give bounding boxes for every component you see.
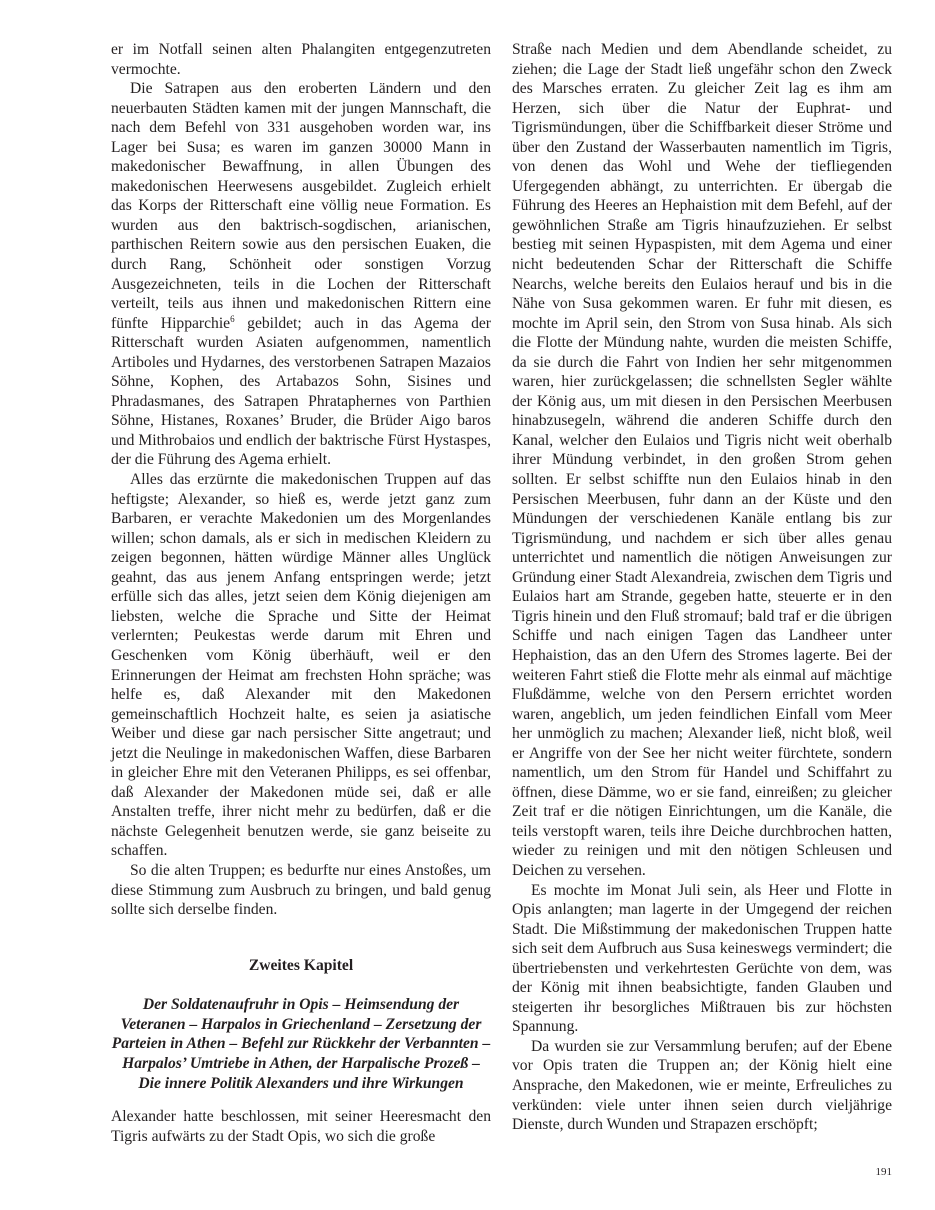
paragraph: Straße nach Medien und dem Abendlande scheidet, zu ziehen; die Lage der Stadt ließ ungefähr schon den Zweck des Marsches erraten. Zu gleicher Zeit lag es ihm am Herzen, sich über die Natur der Euphrat- und Tigrismündungen, über die Schiffbarkeit dieser Ströme und über den Zustand der Wasserbauten namentlich im Tigris, von denen das Wohl und Wehe der tiefliegenden Ufergegenden abhängt, zu unterrichten. Er übergab die Führung des Heeres an Hephaistion mit dem Befehl, auf der gewöhnlichen Straße am Tigris hinaufzuziehen. Er selbst bestieg mit seinen Hypaspisten, mit dem Agema und einer nicht bedeutenden Schar der Ritterschaft die Schiffe Nearchs, welche bereits den Eulaios herauf und bis in die Nähe von Susa gekommen waren. Er fuhr mit diesen, es mochte im April sein, den Strom von Susa hinab. Als sich die Flotte der Mündung nahte, wurden die meisten Schiffe, da sie durch die Fahrt von Indien her sehr mitgenommen waren, hier zurückgelassen; die schnellsten Segler wählte der König aus, um mit diesen in den Persischen Meerbusen hinabzusegeln, während die anderen Schiffe durch den Kanal, welcher den Eulaios und Tigris nicht weit oberhalb ihrer Mündung verbindet, in den großen Strom gehen sollten. Er selbst schiffte nun den Eulaios hinab in den Persischen Meerbusen, fuhr dann an der Küste und den Mündungen der verschiedenen Kanäle entlang bis zur Tigrismündung, und nachdem er sich über alles genau unterrichtet und namentlich die nötigen Anweisungen zur Gründung einer Stadt Alexandreia, zwischen dem Tigris und Eulaios hart am Strande, gegeben hatte, steuerte er in den Tigris hinein und den Fluß stromauf; bald traf er die übrigen Schiffe und nach einigen Tagen das Landheer unter Hephaistion, das an den Ufern des Stromes lagerte. Bei der weiteren Fahrt stieß die Flotte mehr als einmal auf mächtige Flußdämme, welche von den Persern errichtet worden waren, angeblich, um jeden feindlichen Einfall vom Meer her unmöglich zu machen; Alexander ließ, nicht bloß, weil er Angriffe von der See her nicht weiter fürchtete, sondern namentlich, um den Strom für Handel und Schiffahrt zu öffnen, diese Dämme, wo er sie fand, einreißen; zu gleicher Zeit traf er die nötigen Einrichtungen, um die Kanäle, die teils verstopft waren, teils ihre Deiche durchbrochen hatten, wieder zu reinigen und mit den nötigen Schleusen und Deichen zu versehen. [512,41,892,879]
left-column [111,40,491,1146]
paragraph: Alexander hatte beschlossen, mit seiner Heeresmacht den Tigris aufwärts zu der Stadt Opis, wo sich die große [111,1108,491,1145]
paragraph: Alles das erzürnte die makedonischen Truppen auf das heftigste; Alexander, so hieß es, werde jetzt ganz zum Barbaren, er verachte Makedonien um des Morgenlandes willen; schon damals, als er sich in medischen Kleidern zu zeigen begonnen, hätten würdige Männer alles Unglück geahnt, das aus jenem Anfang entspringen werde; jetzt erfülle sich das alles, jetzt seien dem König diejenigen am liebsten, welche die Sprache und Sitte der Heimat verlernten; Peukestas werde darum mit Ehren und Geschenken vom König überhäuft, weil er den Erinnerungen der Heimat am frechsten Hohn spräche; was helfe es, daß Alexander mit den Makedonen gemeinschaftlich Hochzeit halte, es seien ja asiatische Weiber und diese gar nach persischer Sitte angetraut; und jetzt die Neulinge in makedonischen Waffen, diese Barbaren in gleicher Ehre mit den Veteranen Philipps, es sei offenbar, daß Alexander der Makedonen müde sei, daß er alle Anstalten treffe, ihrer nicht mehr zu bedürfen, daß er die nächste Gelegenheit benutzen werde, sie ganz beiseite zu schaffen. [111,471,491,860]
paragraph: Da wurden sie zur Versammlung berufen; auf der Ebene vor Opis traten die Truppen an; der König hielt eine Ansprache, den Makedonen, wie er meinte, Erfreuliches zu verkünden: viele unter ihnen seien durch vieljährige Dienste, durch Wunden und Strapazen erschöpft; [512,1037,892,1134]
paragraph: Es mochte im Monat Juli sein, als Heer und Flotte in Opis anlangten; man lagerte in der Umgegend der reichen Stadt. Die Mißstimmung der makedonischen Truppen hatte sich seit dem Aufbruch aus Susa keineswegs vermindert; die übertriebensten und verkehrtesten Gerüchte von dem, was der König mit ihnen beabsichtigte, fanden Glauben und steigerten ihr besorgliches Mißtrauen bis zur höchsten Spannung. [512,881,892,1036]
paragraph [111,79,491,470]
footnote-marker: 6 [230,313,235,324]
paragraph: er im Notfall seinen alten Phalangiten entgegenzutreten vermochte. [111,41,491,78]
chapter-title: Zweites Kapitel [248,956,354,974]
paragraph-text: Die Satrapen aus den eroberten Ländern und den neuerbauten Städten kamen mit der jungen Mannschaft, die nach dem Befehl von 331 ausgehoben worden war, ins Lager bei Susa; es waren im ganzen 30000 Mann in makedonischer Bewaffnung, in allen Übungen des makedonischen Heerwesens ausgebildet. Zugleich erhielt das Korps der Ritterschaft eine völlig neue Formation. Es wurden aus den baktrisch-sogdischen, arianischen, parthischen Reitern sowie aus den persischen Euaken, die durch Rang, Schönheit oder sonstigen Vorzug Ausgezeichneten, teils in die Lochen der Ritterschaft verteilt, teils aus ihnen und makedonischen Rittern eine fünfte Hipparchie [111,80,491,332]
chapter-summary: Der Soldatenaufruhr in Opis – Heimsendung der Veteranen – Harpalos in Griechenland – Zersetzung der Parteien in Athen – Befehl zur Rückkehr der Verbannten – Harpalos’ Umtriebe in Athen, der Harpalische Prozeß – Die innere Politik Alexanders und ihre Wirkungen [111,996,491,1092]
page-number: 191 [875,1166,892,1178]
paragraph-text: gebildet; auch in das Agema der Ritterschaft wurden Asiaten aufgenommen, namentlich Artiboles und Hydarnes, des verstorbenen Satrapen Mazaios Söhne, Kophen, des Artabazos Sohn, Sisines und Phradasmanes, des Satrapen Phrataphernes von Parthien Söhne, Histanes, Roxanes’ Bruder, die Brüder Aigo baros und Mithrobaios und endlich der baktrische Fürst Hystaspes, der die Führung des Agema erhielt. [111,314,491,469]
right-column [512,40,892,1135]
paragraph: So die alten Truppen; es bedurfte nur eines Anstoßes, um diese Stimmung zum Ausbruch zu bringen, und bald genug sollte sich derselbe finden. [111,861,491,919]
